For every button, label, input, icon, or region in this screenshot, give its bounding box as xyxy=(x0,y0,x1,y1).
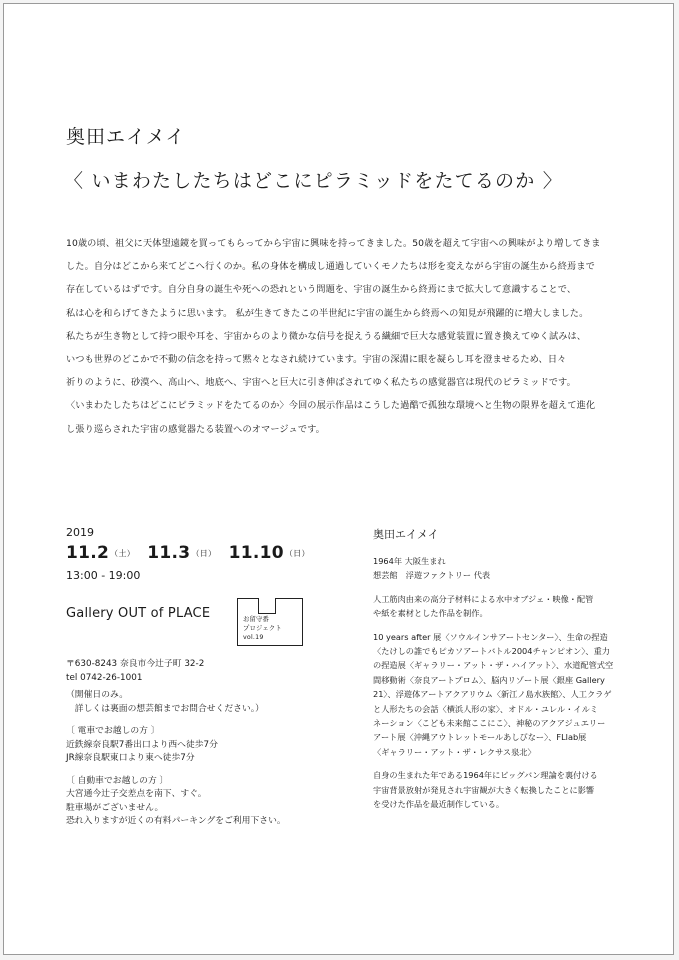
tel-text: tel 0742-26-1001 xyxy=(66,672,143,683)
bio-line: と人形たちの会話〈横浜人形の家〉、オドル・ユレル・イルミ xyxy=(373,703,598,714)
train-access xyxy=(66,725,366,766)
bio-line: 21〉、浮遊体アートアクアリウム〈新江ノ島水族館〉、人工クラゲ xyxy=(373,689,612,700)
bio-line: 間移動術〈奈良アートプロム〉、脳内リゾート展〈銀座 Gallery xyxy=(373,674,605,685)
car-access xyxy=(66,775,366,829)
statement-line: 存在しているはずです。自分自身の誕生や死への恐れという問題を、宇宙の誕生から終焉にまで拡大して意識することで、 xyxy=(66,284,577,296)
bio-line: の捏造展〈ギャラリー・アット・ザ・ハイアット〉、水道配管式空 xyxy=(373,660,614,671)
car-line: 駐車場がございません。 xyxy=(66,802,164,813)
event-date: 11.10 xyxy=(228,543,284,563)
bio-line: を受けた作品を最近制作している。 xyxy=(373,799,505,810)
car-line: 恐れ入りますが近くの有料パーキングをご利用下さい。 xyxy=(66,816,286,826)
bio-line: 想芸館 浮遊ファクトリー 代表 xyxy=(373,570,491,581)
train-line: 近鉄線奈良駅7番出口より西へ徒歩7分 xyxy=(66,739,218,750)
logo-line: プロジェクト xyxy=(243,625,282,632)
event-day: （土） xyxy=(110,549,136,558)
bio-line: 自身の生まれた年である1964年にビッグバン理論を裏付ける xyxy=(373,770,598,781)
bio-line: ネーション〈こども未来館ここにこ〉、神秘のアクアジュエリー xyxy=(373,718,606,729)
train-heading: 〔 電車でお越しの方 〕 xyxy=(66,726,160,736)
note-line: （開催日のみ。 xyxy=(66,690,129,700)
bio-line: アート展〈沖縄アウトレットモールあしびなー〉、FLlab展 xyxy=(373,732,587,743)
bio-line: 宇宙背景放射が発見され宇宙観が大きく転換したことに影響 xyxy=(373,784,595,795)
house-logo xyxy=(237,598,303,646)
work-title: 〈 いまわたしたちはどこにピラミッドをたてるのか 〉 xyxy=(64,170,563,192)
statement-line: いつも世界のどこかで不動の信念を持って黙々となされ続けています。宇宙の深淵に眼を凝らし耳を澄ませるため、日々 xyxy=(66,354,567,366)
logo-line: お留守番 xyxy=(243,616,269,623)
artist-bio xyxy=(373,526,635,821)
bio-line: や紙を素材とした作品を制作。 xyxy=(373,608,488,619)
bio-text xyxy=(373,554,635,812)
gallery-address xyxy=(66,658,366,685)
event-dates xyxy=(66,543,366,563)
bio-block xyxy=(373,768,635,811)
statement-line: 私たちが生き物として持つ眼や耳を、宇宙からのより微かな信号を捉えうる繊細で巨大な感覚装置に置き換えてゆく試みは、 xyxy=(66,330,587,342)
bio-line: 〈ギャラリー・アット・ザ・レクサス泉北〉 xyxy=(373,746,536,757)
logo-line: vol.19 xyxy=(243,634,264,641)
logo-door-icon xyxy=(258,598,276,614)
event-date: 11.3 xyxy=(147,543,191,563)
bio-line: 〈たけしの誰でもピカソアートバトル2004チャンピオン〉、重力 xyxy=(373,646,610,657)
event-info xyxy=(66,526,366,829)
opening-note xyxy=(66,689,366,716)
statement-line: 祈りのように、砂漠へ、高山へ、地底へ、宇宙へと巨大に引き伸ばされてゆく私たちの感覚器官は現代のピラミッドです。 xyxy=(66,377,576,389)
bio-block xyxy=(373,630,635,760)
event-year: 2019 xyxy=(66,526,94,539)
note-line: 詳しくは裏面の想芸館までお問合せください。） xyxy=(66,703,264,714)
statement-line: 私は心を和らげてきたように思います。 私が生きてきたこの半世紀に宇宙の誕生から終焉への知見が飛躍的に増大しました。 xyxy=(66,307,589,319)
car-heading: 〔 自動車でお越しの方 〕 xyxy=(66,775,169,786)
artist-name: 奥田エイメイ xyxy=(66,126,186,148)
address-text: 〒630-8243 奈良市今辻子町 32-2 xyxy=(66,659,205,669)
bio-block xyxy=(373,592,635,621)
bio-line: 1964年 大阪生まれ xyxy=(373,556,446,566)
statement-line: し張り巡らされた宇宙の感覚器たる装置へのオマージュです。 xyxy=(66,423,325,435)
event-date: 11.2 xyxy=(66,543,110,563)
gallery-row xyxy=(66,604,366,646)
train-line: JR線奈良駅東口より東へ徒歩7分 xyxy=(66,753,195,763)
gallery-name: Gallery OUT of PLACE xyxy=(66,606,211,621)
artist-statement xyxy=(66,232,618,441)
statement-line: 〈いまわたしたちはどこにピラミッドをたてるのか〉今回の展示作品はこうした過酷で孤独な環境へと生物の限界を超えて進化 xyxy=(66,400,596,412)
bio-name: 奥田エイメイ xyxy=(373,528,439,541)
bio-block xyxy=(373,554,635,583)
flyer-page xyxy=(3,3,674,955)
bio-line: 10 years after 展〈ソウルインサアートセンター〉、生命の捏造 xyxy=(373,631,608,642)
statement-line: 10歳の頃、祖父に天体望遠鏡を買ってもらってから宇宙に興味を持ってきました。50歳を超えて宇宙への興味がより増してきま xyxy=(66,238,601,249)
car-line: 大宮通今辻子交差点を南下、すぐ。 xyxy=(66,789,207,799)
event-day: （日） xyxy=(191,549,217,558)
statement-line: した。自分はどこから来てどこへ行くのか。私の身体を構成し通過していくモノたちは形を変えながら宇宙の誕生から終焉まで xyxy=(66,261,595,273)
bio-line: 人工筋肉由来の高分子材料による水中オブジェ・映像・配管 xyxy=(373,593,594,604)
logo-text xyxy=(243,615,301,642)
event-time: 13:00 - 19:00 xyxy=(66,569,141,582)
event-day: （日） xyxy=(284,549,310,558)
